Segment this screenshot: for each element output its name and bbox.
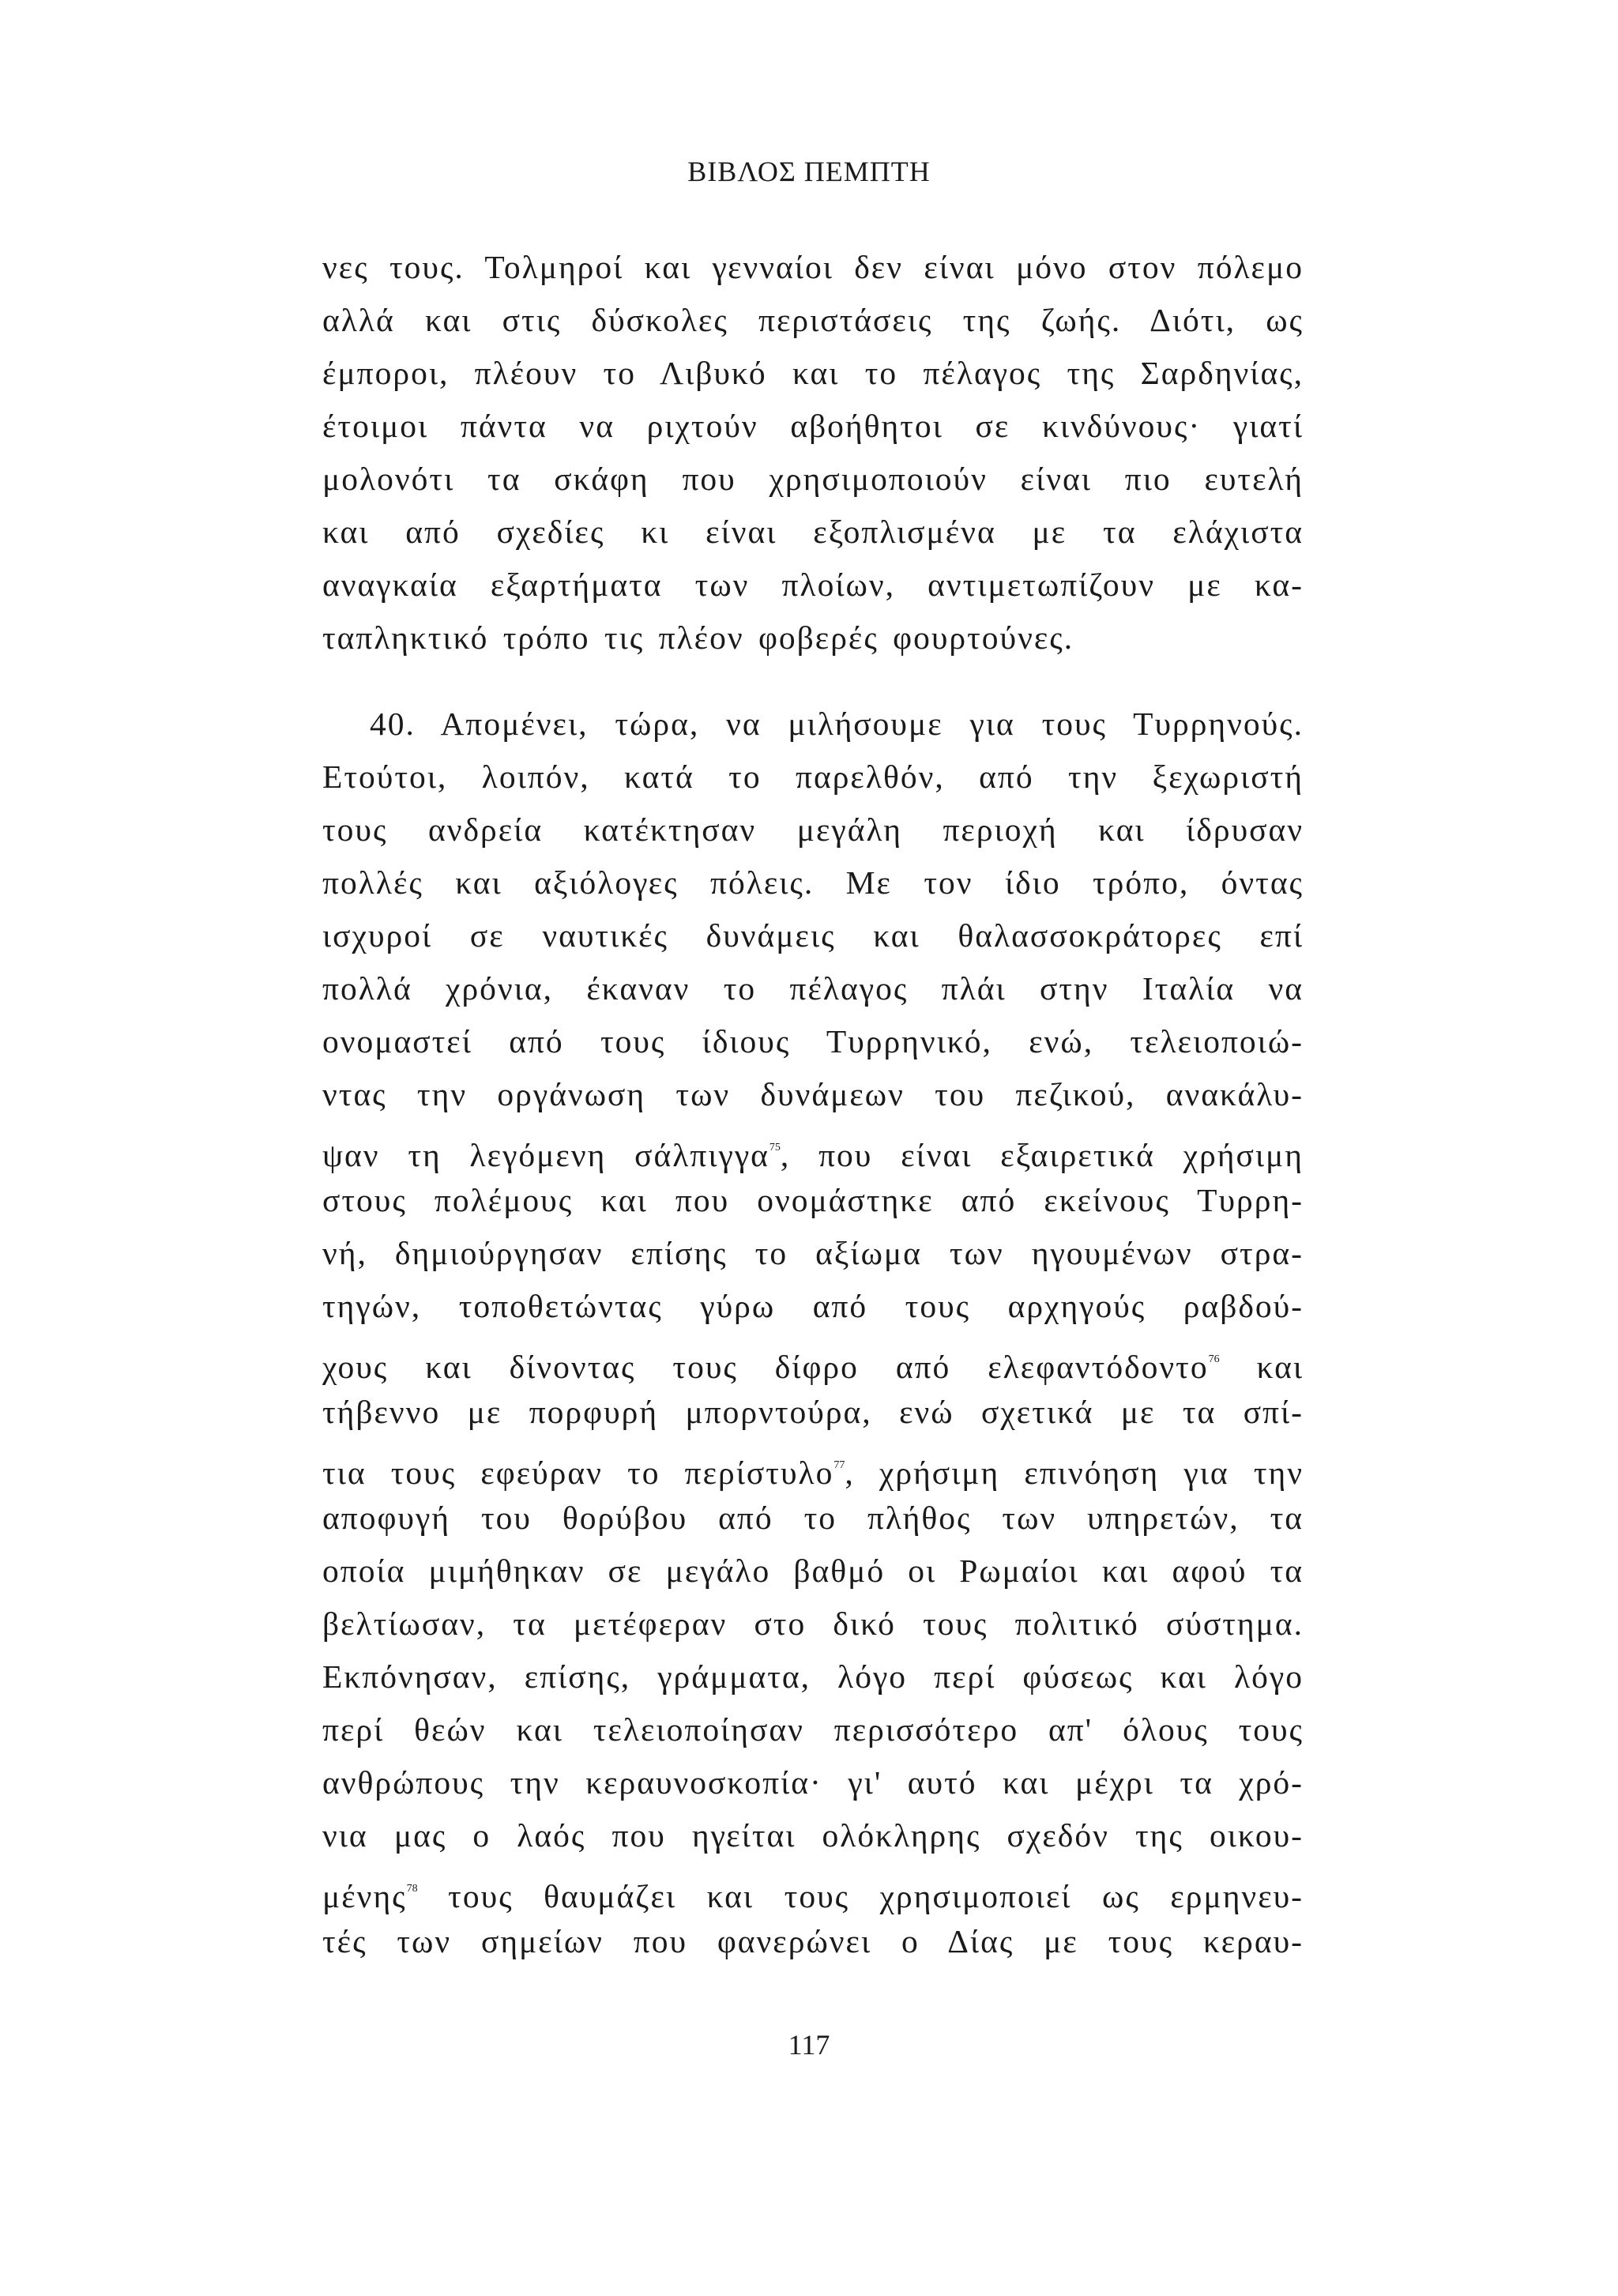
text-line: πολλά χρόνια, έκαναν το πέλαγος πλάι στην Ιταλία να [322, 970, 1304, 1007]
text-line: αποφυγή του θορύβου από το πλήθος των υπηρετών, τα [322, 1500, 1304, 1536]
text-segment: χους και δίνοντας τους δίφρο από ελεφαντόδοντο [322, 1349, 1209, 1385]
text-segment: , που είναι εξαιρετικά χρήσιμη [780, 1137, 1304, 1173]
text-line: νια μας ο λαός που ηγείται ολόκληρης σχεδόν της οικου- [322, 1817, 1304, 1854]
text-line: ανθρώπους την κεραυνοσκοπία· γι' αυτό και μέχρι τα χρό- [322, 1764, 1304, 1801]
text-line-with-footnote [322, 1121, 1304, 1174]
text-line: τους ανδρεία κατέκτησαν μεγάλη περιοχή και ίδρυσαν [322, 811, 1304, 848]
text-line: ντας την οργάνωση των δυνάμεων του πεζικού, ανακάλυ- [322, 1076, 1304, 1112]
footnote-marker[interactable]: 77 [833, 1459, 845, 1471]
text-line-with-footnote [322, 1439, 1304, 1492]
text-segment: τια τους εφεύραν το περίστυλο [322, 1455, 834, 1491]
text-segment: τους θαυμάζει και τους χρησιμοποιεί ως ερμηνευ- [417, 1878, 1304, 1914]
paragraph-1 [322, 241, 1304, 664]
text-line: ταπληκτικό τρόπο τις πλέον φοβερές φουρτούνες. [322, 619, 1074, 656]
text-line: αλλά και στις δύσκολες περιστάσεις της ζωής. Διότι, ως [322, 302, 1304, 338]
page-number: 117 [788, 2029, 830, 2061]
text-line: έτοιμοι πάντα να ριχτούν αβοήθητοι σε κινδύνους· γιατί [322, 408, 1304, 444]
paragraph-2 [322, 698, 1304, 1968]
text-line: έμποροι, πλέουν το Λιβυκό και το πέλαγος της Σαρδηνίας, [322, 355, 1304, 391]
text-line: νή, δημιούργησαν επίσης το αξίωμα των ηγουμένων στρα- [322, 1235, 1304, 1271]
text-line: νες τους. Τολμηροί και γενναίοι δεν είναι μόνο στον πόλεμο [322, 249, 1304, 285]
text-line: 40. Απομένει, τώρα, να μιλήσουμε για τους Τυρρηνούς. [370, 706, 1304, 742]
text-line: ισχυροί σε ναυτικές δυνάμεις και θαλασσοκράτορες επί [322, 917, 1304, 954]
text-segment: μένης [322, 1878, 407, 1914]
text-line: τές των σημείων που φανερώνει ο Δίας με τους κεραυ- [322, 1923, 1304, 1959]
text-line: τήβεννο με πορφυρή μπορντούρα, ενώ σχετικά με τα σπί- [322, 1394, 1304, 1430]
text-line: οποία μιμήθηκαν σε μεγάλο βαθμό οι Ρωμαίοι και αφού τα [322, 1553, 1304, 1589]
text-line: αναγκαία εξαρτήματα των πλοίων, αντιμετωπίζουν με κα- [322, 566, 1304, 603]
text-line-with-footnote [322, 1862, 1304, 1915]
text-line-with-footnote [322, 1333, 1304, 1386]
text-line: Εκπόνησαν, επίσης, γράμματα, λόγο περί φύσεως και λόγο [322, 1658, 1304, 1695]
text-line: και από σχεδίες κι είναι εξοπλισμένα με τα ελάχιστα [322, 514, 1304, 550]
footnote-marker[interactable]: 78 [406, 1883, 418, 1895]
footnote-marker[interactable]: 76 [1208, 1353, 1220, 1365]
text-line: τηγών, τοποθετώντας γύρω από τους αρχηγούς ραβδού- [322, 1288, 1304, 1324]
text-segment: και [1219, 1349, 1304, 1385]
text-line: στους πολέμους και που ονομάστηκε από εκείνους Τυρρη- [322, 1182, 1304, 1218]
footnote-marker[interactable]: 75 [769, 1142, 781, 1154]
text-line: μολονότι τα σκάφη που χρησιμοποιούν είναι πιο ευτελή [322, 461, 1304, 497]
text-line: περί θεών και τελειοποίησαν περισσότερο απ' όλους τους [322, 1711, 1304, 1748]
text-line: βελτίωσαν, τα μετέφεραν στο δικό τους πολιτικό σύστημα. [322, 1605, 1304, 1642]
running-head: ΒΙΒΛΟΣ ΠΕΜΠΤΗ [687, 156, 931, 187]
text-segment: ψαν τη λεγόμενη σάλπιγγα [322, 1137, 769, 1173]
text-line: πολλές και αξιόλογες πόλεις. Με τον ίδιο τρόπο, όντας [322, 864, 1304, 901]
text-segment: , χρήσιμη επινόηση για την [845, 1455, 1304, 1491]
text-line: ονομαστεί από τους ίδιους Τυρρηνικό, ενώ, τελειοποιώ- [322, 1023, 1304, 1060]
text-line: Ετούτοι, λοιπόν, κατά το παρελθόν, από την ξεχωριστή [322, 758, 1304, 795]
